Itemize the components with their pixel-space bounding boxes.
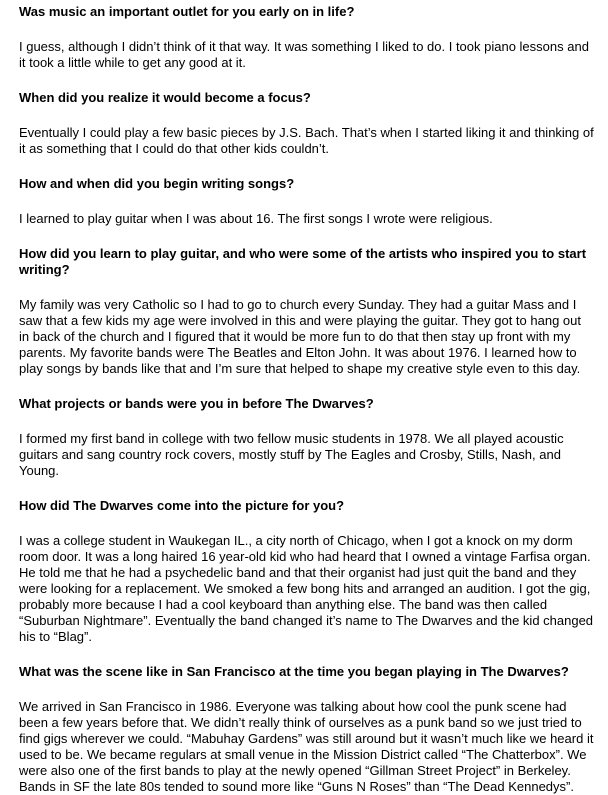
qa-block — [19, 664, 594, 795]
interview-answer: Eventually I could play a few basic pieces by J.S. Bach. That’s when I started liking it and thinking of it as something that I could do that other kids couldn’t. — [19, 125, 594, 156]
interview-answer: We arrived in San Francisco in 1986. Everyone was talking about how cool the punk scene had been a few years before that. We didn’t really think of ourselves as a punk band so we just tried to find gigs wherever we could. “Mabuhay Gardens” was still around but it wasn’t much like we heard it used to be. We became regulars at small venue in the Mission District called “The Chatterbox”. We were also one of the first bands to play at the newly opened “Gillman Street Project” in Berkeley. Bands in SF the late 80s tended to sound more like “Guns N Roses” than “The Dead Kennedys”. — [19, 699, 594, 794]
qa-block — [19, 396, 594, 479]
interview-question: What projects or bands were you in before The Dwarves? — [19, 396, 374, 411]
interview-answer: I learned to play guitar when I was about 16. The first songs I wrote were religious. — [19, 211, 493, 226]
interview-answer: I was a college student in Waukegan IL., a city north of Chicago, when I got a knock on my dorm room door. It was a long haired 16 year-old kid who had heard that I owned a vintage Farfisa organ. He told me that he had a psychedelic band and that their organist had just quit the band and they were looking for a replacement. We smoked a few bong hits and arranged an audition. I got the gig, probably more because I had a cool keyboard than anything else. The band was then called “Suburban Nightmare”. Eventually the band changed it’s name to The Dwarves and the kid changed his to “Blag”. — [19, 533, 594, 644]
interview-answer: I formed my first band in college with two fellow music students in 1978. We all played acoustic guitars and sang country rock covers, mostly stuff by The Eagles and Crosby, Stills, Nash, and Young. — [19, 431, 564, 478]
interview-question: When did you realize it would become a focus? — [19, 90, 311, 105]
qa-block — [19, 246, 594, 377]
qa-block — [19, 0, 594, 71]
interview-question: How did you learn to play guitar, and who were some of the artists who inspired you to start writing? — [19, 246, 587, 277]
qa-block — [19, 498, 594, 645]
interview-question: How did The Dwarves come into the picture for you? — [19, 498, 345, 513]
interview-answer: I guess, although I didn’t think of it that way. It was something I liked to do. I took piano lessons and it took a little while to get any good at it. — [19, 39, 589, 70]
interview-question: How and when did you begin writing songs? — [19, 176, 295, 191]
interview-question: Was music an important outlet for you early on in life? — [19, 4, 355, 19]
qa-block — [19, 90, 594, 157]
interview-answer: My family was very Catholic so I had to go to church every Sunday. They had a guitar Mass and I saw that a few kids my age were involved in this and were playing the guitar. They got to hang out in back of the church and I figured that it would be more fun to do that then stay up front with my parents. My favorite bands were The Beatles and Elton John. It was about 1976. I learned how to play songs by bands like that and I’m sure that helped to shape my creative style even to this day. — [19, 297, 581, 376]
qa-block — [19, 176, 594, 227]
interview-question: What was the scene like in San Francisco at the time you began playing in The Dwarves? — [19, 664, 569, 679]
